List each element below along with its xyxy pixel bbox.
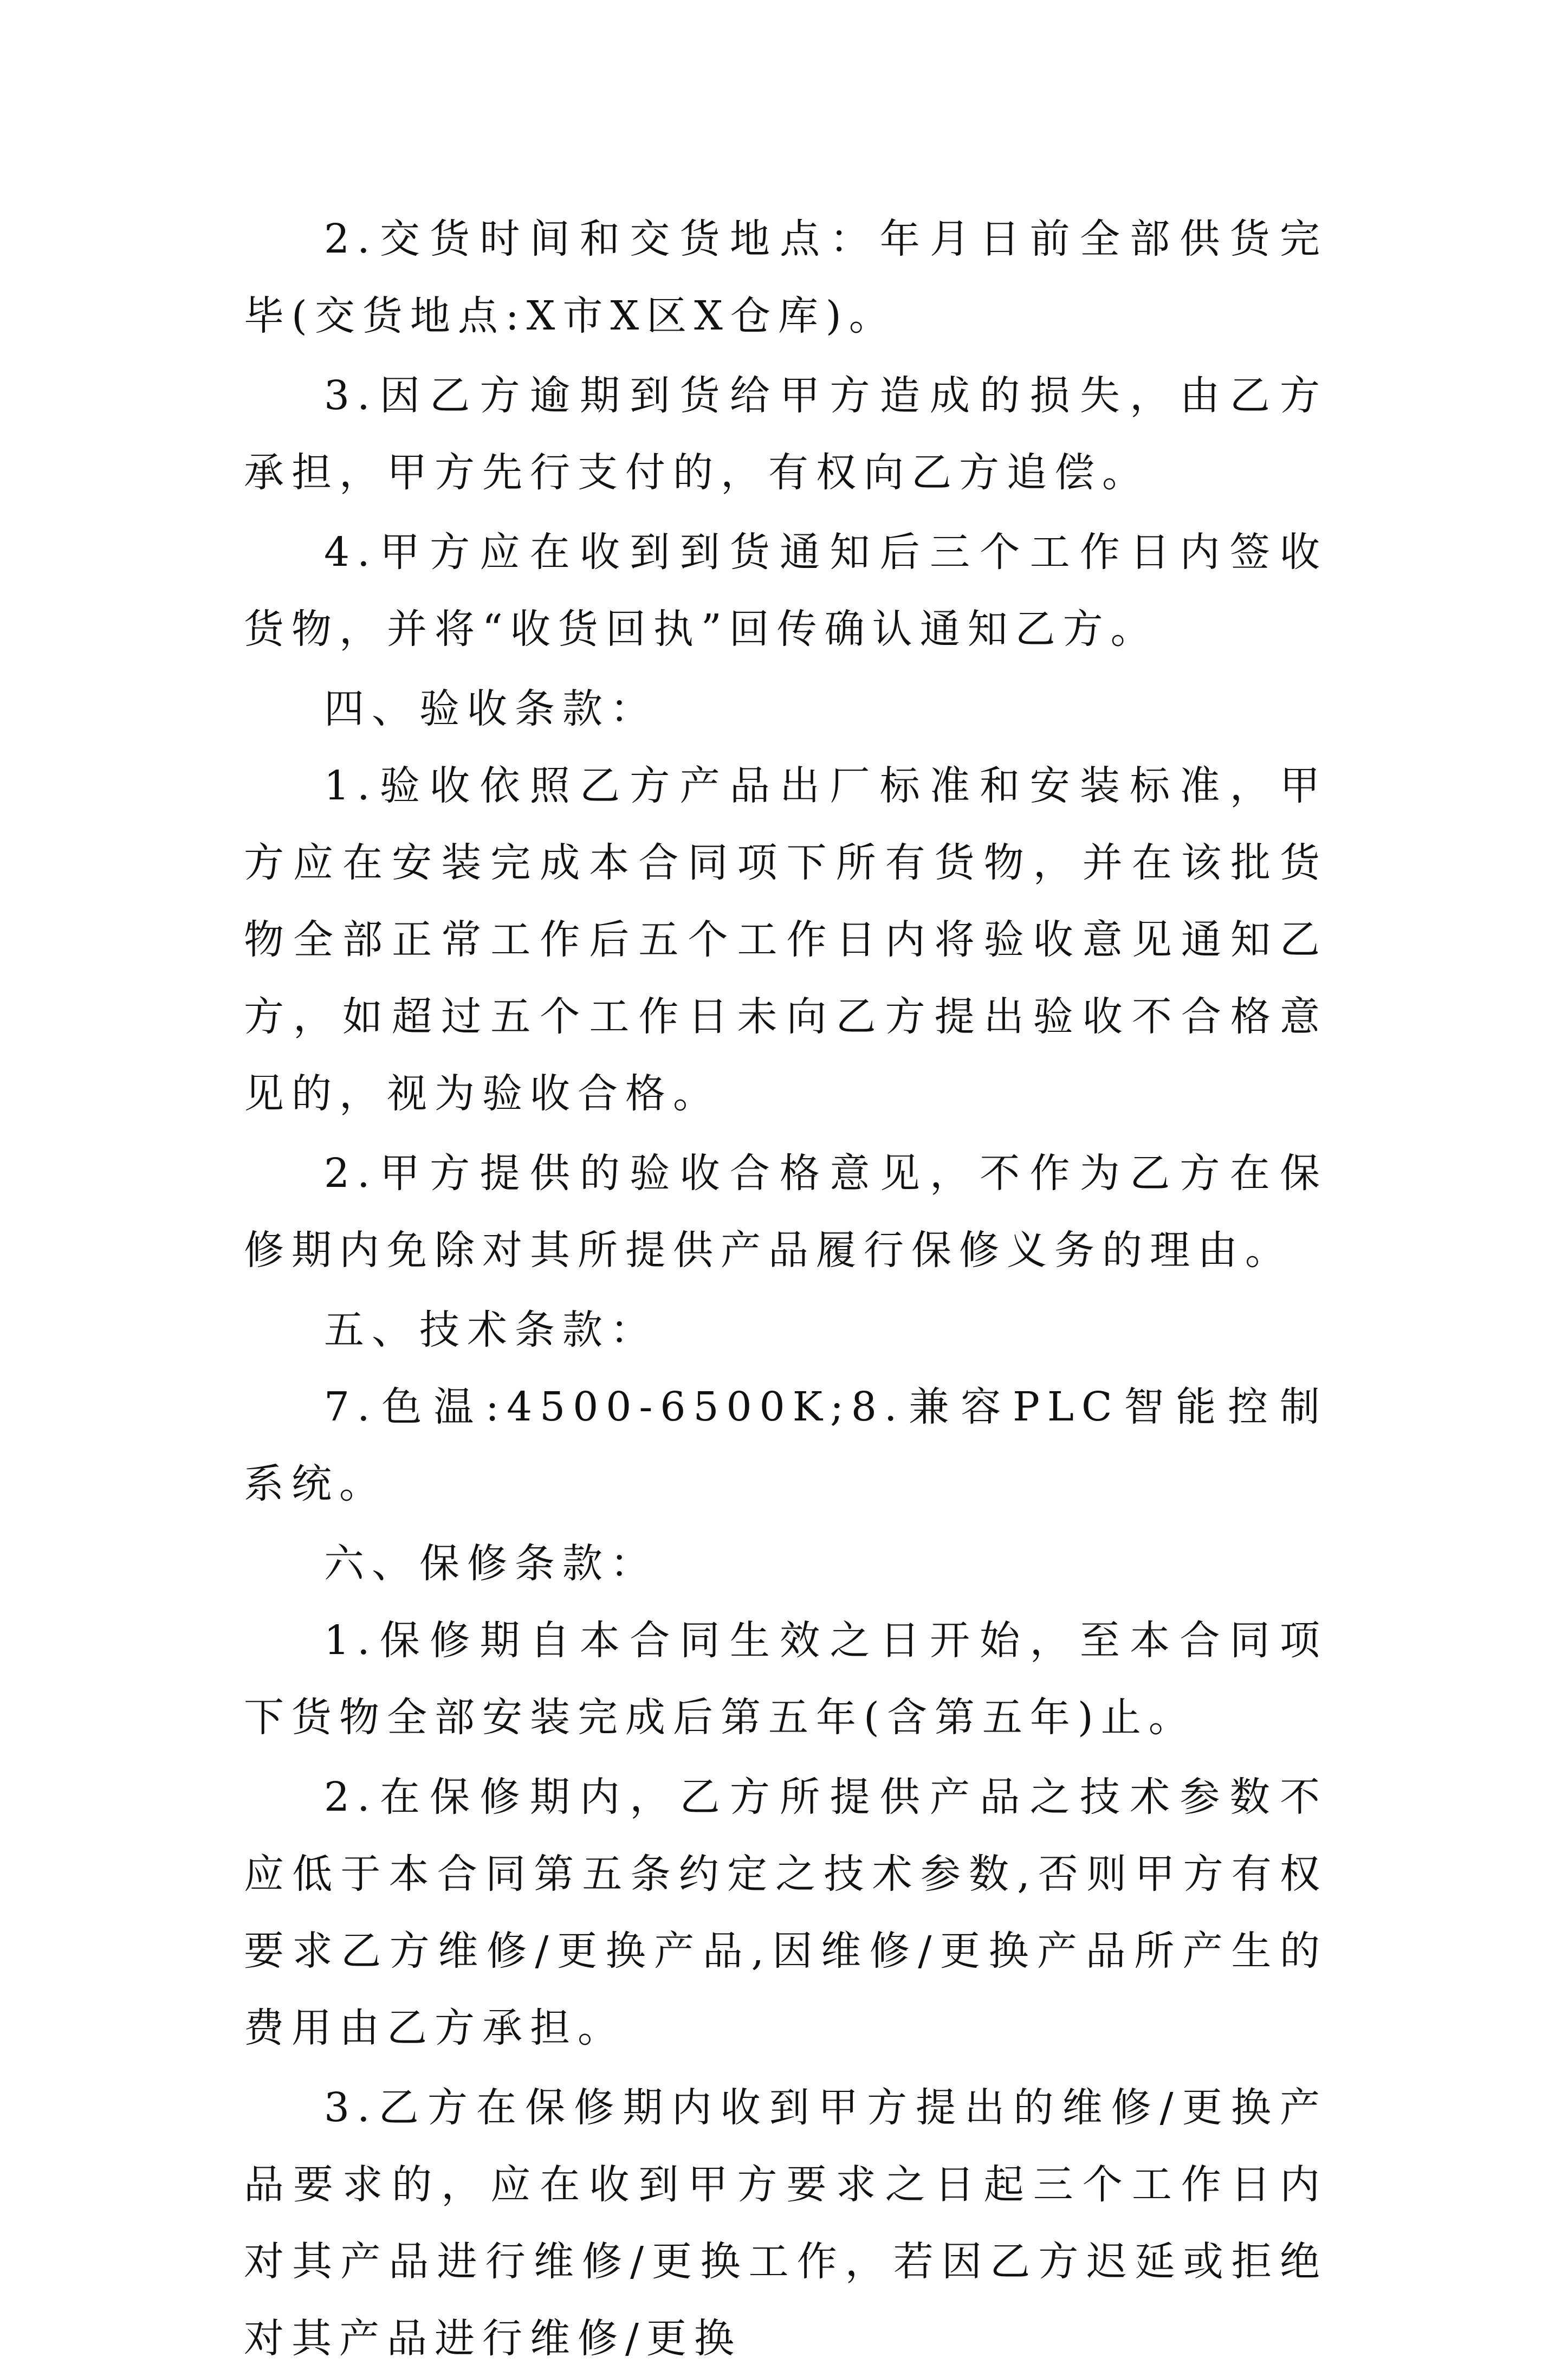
section-heading-acceptance: 四、验收条款： [324,686,658,732]
clause-warranty-repair: 3.乙方在保修期内收到甲方提出的维修/更换产品要求的，应在收到甲方要求之日起三个工作日内对其产品进行维修/更换工作，若因乙方迟延或拒绝对其产品进行维修/更换 [244,2084,1327,2362]
clause-acceptance-standard: 1.验收依照乙方产品出厂标准和安装标准，甲方应在安装完成本合同项下所有货物，并在该批货物全部正常工作后五个工作日内将验收意见通知乙方，如超过五个工作日未向乙方提出验收不合格意见的，视为验收合格。 [244,763,1327,1117]
clause-technical-specs: 7.色温:4500-6500K;8.兼容PLC智能控制系统。 [244,1384,1327,1507]
clause-warranty-parameters: 2.在保修期内，乙方所提供产品之技术参数不应低于本合同第五条约定之技术参数,否则甲方有权要求乙方维修/更换产品,因维修/更换产品所产生的费用由乙方承担。 [244,1774,1327,2051]
section-heading-technical: 五、技术条款： [324,1307,658,1353]
clause-warranty-period: 1.保修期自本合同生效之日开始，至本合同项下货物全部安装完成后第五年(含第五年)止。 [244,1617,1327,1741]
document-body [244,201,1327,2377]
clause-late-delivery: 3.因乙方逾期到货给甲方造成的损失，由乙方承担，甲方先行支付的，有权向乙方追偿。 [244,372,1327,496]
clause-delivery-time: 2.交货时间和交货地点：年月日前全部供货完毕(交货地点:X市X区X仓库)。 [244,216,1327,339]
clause-acceptance-opinion: 2.甲方提供的验收合格意见，不作为乙方在保修期内免除对其所提供产品履行保修义务的理由。 [244,1150,1327,1274]
section-heading-warranty: 六、保修条款： [324,1540,658,1587]
clause-receipt-signing: 4.甲方应在收到到货通知后三个工作日内签收货物，并将“收货回执”回传确认通知乙方。 [244,529,1327,653]
